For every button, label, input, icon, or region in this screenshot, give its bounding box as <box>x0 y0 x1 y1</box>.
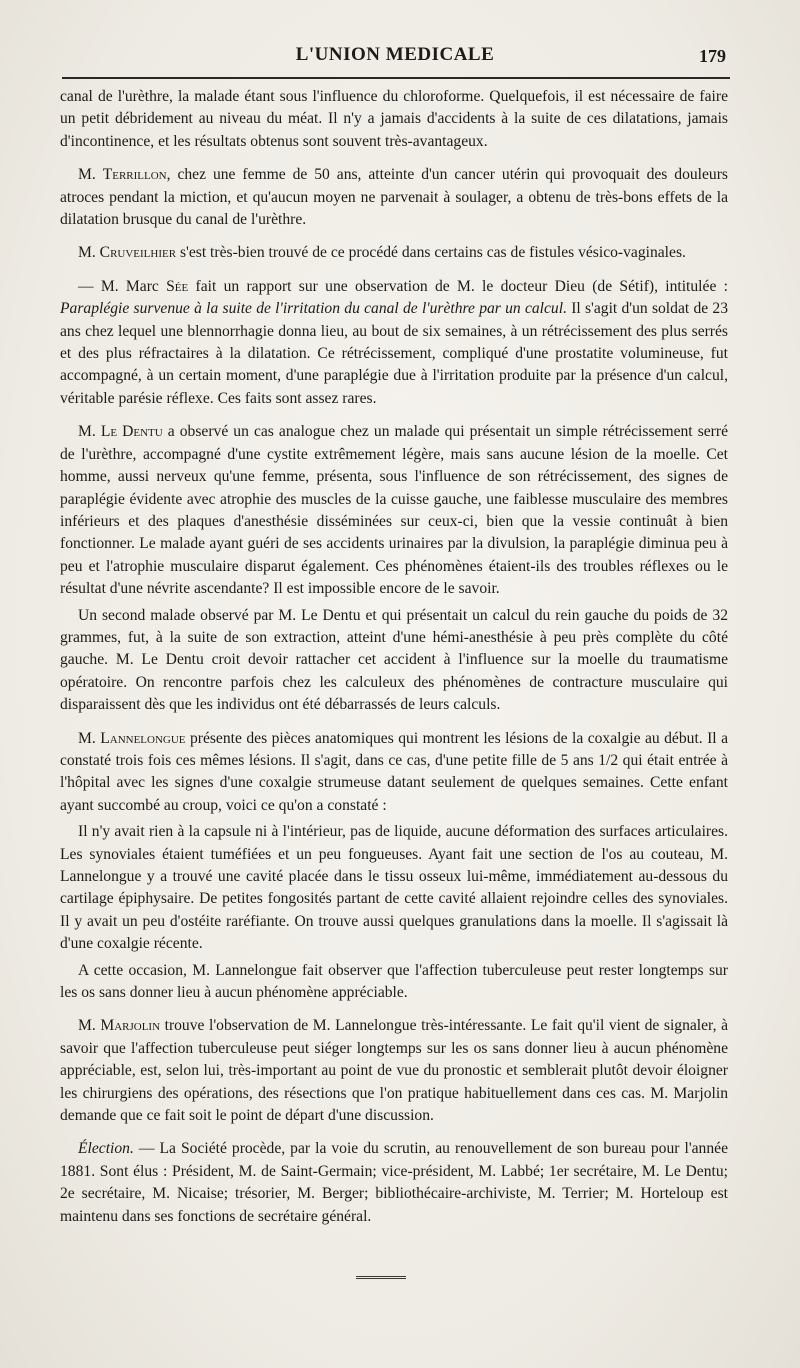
paragraph-second-malade: Un second malade observé par M. Le Dentu et qui présentait un calcul du rein gauche du poids de 32 grammes, fut, à la suite de son extraction, atteint d'une hémi-anesthésie à peu près complète du côté gauche. M. Le Dentu croit devoir rattacher cet accident à l'influence sur la moelle du traumatisme opératoire. On rencontre parfois chez les calculeux des phénomènes de contracture musculaire qui disparaissent dès que les individus ont été débarrassés de leurs calculs. <box>60 606 728 714</box>
page-header <box>60 44 730 74</box>
speaker-name: Lannelongue <box>100 729 186 747</box>
article-body <box>60 86 728 1228</box>
paragraph-cruveilhier: M. Cruveilhier s'est très-bien trouvé de ce procédé dans certains cas de fistules vésico-vaginales. <box>78 244 686 262</box>
paragraph-marjolin: M. Marjolin trouve l'observation de M. Lannelongue très-intéressante. Le fait qu'il vient de signaler, à savoir que l'affection tuberculeuse peut siéger longtemps sur les os sans donner lieu à aucun phénomène appréciable, est, selon lui, très-important au point de vue du pronostic et semblerait plutôt devoir éloigner les chirurgiens des opérations, des résections que l'on pratique habituellement dans ces cas. M. Marjolin demande que ce fait soit le point de départ d'une discussion. <box>60 1017 728 1125</box>
end-ornament <box>356 1276 406 1279</box>
paragraph-capsule: Il n'y avait rien à la capsule ni à l'intérieur, pas de liquide, aucune déformation des surfaces articulaires. Les synoviales étaient tuméfiées et un peu fongueuses. Ayant fait une section de l'os au couteau, M. Lannelongue y a trouvé une cavité placée dans le tissu osseux lui-même, immédiatement au-dessous du cartilage épiphysaire. De petites fongosités partant de cette cavité allaient rejoindre celles des synoviales. Il y avait un peu d'ostéite raréfiante. On trouve aussi quelques granulations dans la moelle. Il s'agissait là d'une coxalgie récente. <box>60 823 728 953</box>
paragraph-terrillon: M. Terrillon, chez une femme de 50 ans, atteinte d'un cancer utérin qui provoquait des douleurs atroces pendant la miction, et qu'aucun moyen ne parvenait à soulager, a obtenu de très-bons effets de la dilatation brusque du canal de l'urèthre. <box>60 166 728 229</box>
page-number: 179 <box>699 46 726 66</box>
speaker-name: Terrillon <box>102 166 167 184</box>
paragraph-1: canal de l'urèthre, la malade étant sous l'influence du chloroforme. Quelquefois, il est nécessaire de faire un petit débridement au niveau du méat. Il n'y a jamais d'accidents à la suite de ces dilatations, jamais d'incontinence, et les résultats obtenus sont souvent très-avantageux. <box>60 88 728 150</box>
election-lead: Élection. <box>78 1140 134 1158</box>
paragraph-occasion: A cette occasion, M. Lannelongue fait observer que l'affection tuberculeuse peut rester longtemps sur les os sans donner lieu à aucun phénomène appréciable. <box>60 961 728 1002</box>
speaker-name: Cruveilhier <box>99 244 177 262</box>
paragraph-election: Élection. — La Société procède, par la voie du scrutin, au renouvellement de son bureau pour l'année 1881. Sont élus : Président, M. de Saint-Germain; vice-président, M. Labbé; 1er secrétaire, M. Le Dentu; 2e secrétaire, M. Nicaise; trésorier, M. Berger; bibliothécaire-archiviste, M. Terrier; M. Horteloup est maintenu dans ses fonctions de secrétaire général. <box>60 1140 728 1225</box>
running-title: L'UNION MEDICALE <box>295 44 495 65</box>
speaker-name: Sée <box>166 277 189 295</box>
header-rule <box>62 77 730 79</box>
paragraph-le-dentu: M. Le Dentu a observé un cas analogue chez un malade qui présentait un simple rétrécissement serré de l'urèthre, accompagné d'une cystite extrêmement légère, mais sans aucune lésion de la moelle. Cet homme, aussi nerveux qu'une femme, présenta, sous l'influence de son rétrécissement, des signes de paraplégie évidente avec atrophie des muscles de la cuisse gauche, une faiblesse musculaire des membres inférieurs et des plaques d'anesthésie disséminées sur ceux-ci, bien que la vessie continuât à bien fonctionner. Le malade ayant guéri de ses accidents urinaires par la divulsion, la paraplégie diminua peu à peu et l'atrophie musculaire disparut également. Ces phénomènes étaient-ils des troubles réflexes ou le résultat d'une névrite ascendante? Il est impossible encore de le savoir. <box>60 423 728 598</box>
speaker-name: Le Dentu <box>100 423 163 441</box>
observation-title: Paraplégie survenue à la suite de l'irritation du canal de l'urèthre par un calcul. <box>60 300 567 318</box>
paragraph-see: — M. Marc Sée fait un rapport sur une observation de M. le docteur Dieu (de Sétif), intitulée : Paraplégie survenue à la suite de l'irritation du canal de l'urèthre par un calcul. Il s'agit d'un soldat de 23 ans chez lequel une blennorrhagie donna lieu, au bout de six semaines, à un rétrécissement des plus serrés et des plus réfractaires à la dilatation. Ce rétrécissement, compliqué d'une prostatite volumineuse, fut accompagné, à un certain moment, d'une paraplégie due à l'irritation produite par la présence d'un calcul, véritable parésie réflexe. Ces faits sont assez rares. <box>60 277 729 407</box>
paragraph-lannelongue: M. Lannelongue présente des pièces anatomiques qui montrent les lésions de la coxalgie au début. Il a constaté trois fois ces mêmes lésions. Il s'agit, dans ce cas, d'une petite fille de 5 ans 1/2 qui était entrée à l'hôpital avec les signes d'une coxalgie strumeuse datant seulement de quelques semaines. Cette enfant ayant succombé au croup, voici ce qu'on a constaté : <box>60 729 728 814</box>
speaker-name: Marjolin <box>100 1017 161 1035</box>
